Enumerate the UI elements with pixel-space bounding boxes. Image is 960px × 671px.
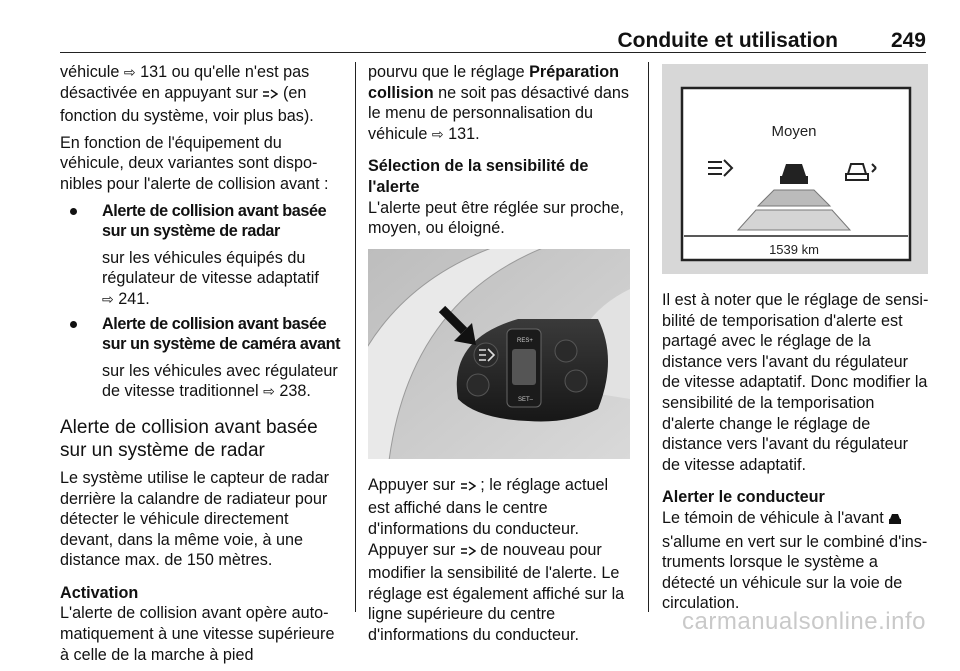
page-ref-arrow-icon: ⇨ <box>123 64 136 80</box>
vehicle-ahead-icon <box>888 511 902 532</box>
page-ref: 241. <box>118 289 150 308</box>
bullet-dot <box>70 321 77 328</box>
column-divider <box>355 62 356 612</box>
sensitivity-button <box>474 343 498 367</box>
list-item-text: sur les véhicules avec régulateur de vitesse traditionnel ⇨ 238. <box>102 361 338 401</box>
page-ref: 131 <box>140 63 168 81</box>
page-ref: 238. <box>279 382 311 401</box>
setting-name: Préparation collision <box>368 63 620 102</box>
collision-alert-sensitivity-icon <box>262 86 278 107</box>
page-ref: 131. <box>448 124 480 143</box>
paragraph: véhicule ⇨ 131 ou qu'elle n'est pas désactivée en appuyant sur (en fonction du système, voir plus bas). <box>60 63 314 126</box>
column-left <box>60 62 344 671</box>
page-ref-arrow-icon: ⇨ <box>431 125 444 142</box>
watermark: carmanualsonline.info <box>682 608 926 635</box>
page-ref-arrow-icon: ⇨ <box>263 383 275 400</box>
column-right <box>662 62 930 620</box>
list-item <box>60 201 344 310</box>
paragraph: pourvu que le réglage Préparation collision ne soit pas désactivé dans le menu de personnalisation du véhicule ⇨ 131. <box>368 63 629 143</box>
subsection-heading: Activation <box>60 583 139 602</box>
list-item-text: sur les véhicules équipés du régulateur de vitesse adaptatif ⇨ 241. <box>102 248 319 308</box>
page-number: 249 <box>890 29 926 52</box>
sensitivity-level-label: Moyen <box>771 123 817 140</box>
section-heading: Alerte de collision avant basée sur un système de radar <box>60 416 318 461</box>
paragraph: L'alerte de collision avant opère automatiquement à une vitesse supérieure à celle de la marche à pied <box>60 604 335 664</box>
page-ref-arrow-icon: ⇨ <box>102 290 114 307</box>
collision-alert-sensitivity-icon <box>460 543 476 564</box>
list-item <box>60 314 344 402</box>
paragraph: L'alerte peut être réglée sur proche, moyen, ou éloigné. <box>368 198 624 238</box>
column-middle <box>368 62 634 652</box>
odometer-reading: 1539 km <box>769 242 819 257</box>
collision-alert-sensitivity-icon <box>460 478 476 499</box>
paragraph: Le témoin de véhicule à l'avant s'allume en vert sur le combiné d'instruments lorsque le système a détecté un véhicule sur la voie de circulation. <box>662 508 928 613</box>
paragraph: En fonction de l'équipement du véhicule, deux variantes sont disponibles pour l'alerte de collision avant : <box>60 133 329 193</box>
subsection-heading: Sélection de la sensibilité de l'alerte <box>368 157 589 196</box>
steering-wheel-image <box>368 249 630 459</box>
res-label: RES+ <box>517 337 533 344</box>
bullet-dot <box>70 208 77 215</box>
section-title: Conduite et utilisation <box>617 29 838 52</box>
list-item-heading: Alerte de collision avant basée sur un système de caméra avant <box>102 314 341 354</box>
column-divider <box>648 62 649 612</box>
paragraph: Le système utilise le capteur de radar derrière la calandre de radiateur pour détecter le véhicule directement devant, dans la même voie, à une distance max. de 150 mètres. <box>60 468 330 570</box>
paragraph: Appuyer sur ; le réglage actuel est affiché dans le centre d'informations du conducteur. Appuyer sur de nouveau pour modifier la sensibilité de l'alerte. Le réglage est également affiché sur la ligne supérieure du centre d'informations du conducteur. <box>368 475 625 644</box>
list-item-heading: Alerte de collision avant basée sur un système de radar <box>102 201 327 241</box>
paragraph: Il est à noter que le réglage de sensibilité de temporisation d'alerte est partagé avec le réglage de la distance vers l'avant du régulateur de vitesse adaptatif. Donc modifier la sensibilité de la temporisation d'alerte change le réglage de distance vers l'avant du régulateur de vitesse adaptatif. <box>662 291 929 474</box>
page-header <box>60 30 926 53</box>
set-label: SET– <box>518 396 534 403</box>
driver-info-display-image <box>662 64 928 274</box>
subsection-heading: Alerter le conducteur <box>662 488 825 507</box>
